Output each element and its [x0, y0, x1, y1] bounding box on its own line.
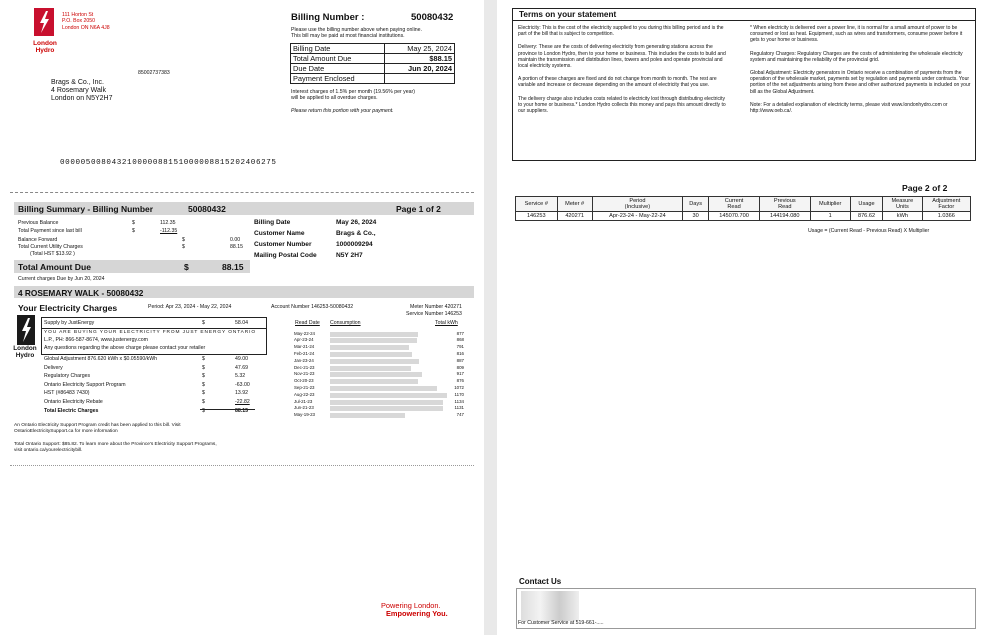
usage-date: Jan-23-24 [294, 357, 314, 363]
summary-currency: $ [132, 220, 135, 226]
note-line: will be applied to all overdue charges. [291, 95, 378, 102]
billing-table-value [384, 74, 454, 84]
usage-kwh: 887 [456, 357, 464, 363]
billing-table-value: Jun 20, 2024 [384, 64, 454, 74]
lightning-bolt-icon [17, 315, 35, 345]
usage-kwh: 791 [456, 344, 464, 350]
terms-title: Terms on your statement [519, 10, 617, 19]
summary-label: (Total HST $13.92 ) [30, 251, 75, 257]
supply-note [44, 330, 256, 336]
usage-bar [330, 332, 418, 337]
footer-tagline-2: Empowering You. [386, 609, 448, 618]
meter-header-cell: Days [683, 197, 709, 212]
supply-currency: $ [202, 320, 205, 326]
summary-currency: $ [182, 244, 185, 250]
meter-cell: 1 [810, 212, 850, 221]
charge-label: Delivery [44, 364, 63, 371]
usage-kwh: 876 [456, 378, 464, 384]
charge-currency: $ [202, 399, 205, 405]
utility-address [62, 12, 110, 31]
usage-date: May-19-23 [294, 412, 315, 418]
usage-bar [330, 338, 417, 343]
usage-kwh: 1170 [454, 391, 464, 397]
supply-note: L.P., PH: 866-587-8674, www.justenergy.com [44, 337, 148, 343]
usage-header-consumption: Consumption [330, 320, 361, 326]
terms-paragraph: Regulatory Charges: Regulatory Charges are the costs of administering the wholesale electricity system and maintaining the reliability of the provincial grid. [750, 50, 963, 63]
info-label: Billing Date [254, 219, 291, 226]
meter-cell: Apr-23-24 - May-22-24 [592, 212, 682, 221]
summary-title: Billing Summary - Billing Number [18, 204, 154, 214]
charge-label: Ontario Electricity Support Program [44, 381, 126, 388]
usage-date: Feb-21-24 [294, 350, 315, 356]
note-line: Interest charges of 1.5% per month (19.56% per year) [291, 89, 415, 95]
usage-bar [330, 413, 405, 418]
bill-page-1 [0, 0, 484, 635]
note-line: OntarioElectricitySupport.ca for more information [14, 429, 118, 434]
usage-kwh: 1131 [454, 405, 464, 411]
usage-bar [330, 345, 409, 350]
address-line: 111 Horton St [62, 12, 94, 18]
charge-amount: 88.15 [235, 407, 248, 414]
usage-date: Sep-21-23 [294, 384, 315, 390]
address-line: London ON N6A 4J8 [62, 24, 110, 31]
supply-amount: 58.04 [235, 320, 248, 326]
tear-line [10, 192, 474, 193]
supply-divider [42, 328, 266, 329]
usage-kwh: 809 [456, 364, 464, 370]
contact-text: For Customer Service at 519-661-..... [518, 620, 604, 626]
billing-table-value: May 25, 2024 [384, 44, 454, 54]
meter-cell: kWh [883, 212, 922, 221]
note-line: Please use the billing number above when paying online. [291, 27, 422, 33]
billing-table-value: $88.15 [384, 54, 454, 64]
usage-kwh: 816 [456, 350, 464, 356]
current-due-note: Current charges Due by Jun 20, 2024 [18, 276, 105, 282]
usage-formula: Usage = (Current Read - Previous Read) X Multiplier [808, 228, 930, 234]
usage-kwh: 868 [456, 337, 464, 343]
total-underline [200, 409, 255, 410]
usage-date: Oct-20-23 [294, 378, 314, 384]
usage-header-date: Read Date [295, 320, 320, 326]
bill-page-2 [497, 0, 992, 635]
supply-label: Supply by JustEnergy [44, 320, 95, 326]
billing-table-row [291, 64, 455, 74]
summary-label: Balance Forward [18, 237, 58, 243]
terms-paragraph: Electricity: This is the cost of the electricity supplied to you during this billing period and is the part of the bill that is subject to competition. [518, 25, 724, 38]
usage-bar [330, 393, 447, 398]
usage-header-total: Total kWh [435, 320, 458, 326]
address-line: 4 Rosemary Walk [51, 87, 106, 94]
usage-kwh: 1072 [454, 384, 464, 390]
summary-currency: $ [182, 237, 185, 243]
summary-amount: 88.15 [230, 244, 243, 250]
terms-paragraph: Note: For a detailed explanation of electricity terms, please visit www.londonhydro.com or http://www.oeb.ca/. [750, 101, 948, 115]
billing-table-label: Due Date [291, 64, 385, 74]
meter-header-cell: Usage [850, 197, 882, 212]
usage-bar [330, 386, 437, 391]
total-due-label: Total Amount Due [18, 262, 92, 272]
info-label: Customer Name [254, 230, 305, 237]
total-due-value: 88.15 [222, 262, 244, 272]
contact-redaction [521, 591, 579, 621]
usage-bar [330, 352, 412, 357]
terms-paragraph: A portion of these charges are fixed and do not change from month to month. The rest are variable and increase or decrease depending on the amount of electricity that you use. [518, 76, 717, 89]
usage-date: Jul-21-23 [294, 398, 313, 404]
page-label: Page 1 of 2 [396, 204, 441, 214]
info-value: May 26, 2024 [336, 219, 377, 226]
usage-date: Jun-21-23 [294, 405, 314, 411]
meter-header-cell: Measure Units [883, 197, 922, 212]
summary-label: Previous Balance [18, 220, 59, 226]
usage-date: Dec-21-23 [294, 364, 315, 370]
total-due-currency: $ [184, 262, 189, 272]
summary-amount: 112.35 [160, 220, 176, 226]
usage-date: May-22-24 [294, 330, 315, 336]
address-line: London on N5Y2H7 [51, 95, 113, 102]
meter-cell: 146253 [516, 212, 558, 221]
charge-currency: $ [202, 407, 205, 414]
usage-date: Apr-23-24 [294, 337, 314, 343]
note-line: visit ontario.ca/yourelectricitybill. [14, 448, 83, 453]
usage-date: Mar-21-24 [294, 344, 315, 350]
note-line: This bill may be paid at most financial institutions. [291, 33, 405, 40]
usage-bar [330, 359, 419, 364]
meter-header-cell: Multiplier [810, 197, 850, 212]
charge-label: Global Adjustment 876.620 kWh x $0.05590/kWh [44, 356, 158, 362]
charge-amount: 49.00 [235, 356, 248, 362]
terms-paragraph: The delivery charge also includes costs related to electricity lost through distributing electricity to your home or business.* London Hydro collects this money and pays this amount directly to our suppliers. [518, 95, 726, 115]
lightning-bolt-icon [34, 8, 54, 36]
terms-title-line [513, 20, 975, 21]
charge-currency: $ [202, 390, 205, 397]
usage-bar [330, 372, 422, 377]
info-value: N5Y 2H7 [336, 252, 363, 259]
summary-label: Total Payment since last bill [18, 228, 82, 234]
oesp-note [14, 442, 217, 454]
note-line: Total Ontario Support: $85.82. To learn more about the Province's Electricity Support Programs, [14, 442, 217, 447]
address-line: Brags & Co., Inc. [51, 79, 104, 86]
barcode-number: 000005008043210000088151000008815202406275 [60, 159, 277, 167]
charge-amount: -63.00 [235, 381, 250, 388]
meter-cell: 1.0366 [922, 212, 970, 221]
summary-currency: $ [132, 228, 135, 234]
charge-amount: 13.92 [235, 390, 248, 397]
meter-header-cell: Period (Inclusive) [592, 197, 682, 212]
service-number: Service Number 146253 [406, 311, 462, 317]
meter-header-cell: Previous Read [759, 197, 810, 212]
usage-bar [330, 366, 411, 371]
footer-tagline: Powering London. [381, 601, 441, 610]
customer-address [51, 79, 113, 103]
customer-ref: 85002737383 [138, 70, 170, 76]
summary-label: Total Current Utility Charges [18, 244, 83, 250]
charge-label: HST (#86483 7430) [44, 390, 90, 397]
address-line: P.O. Box 2050 [62, 18, 96, 25]
usage-kwh: 747 [456, 412, 464, 418]
billing-number-label: Billing Number : [291, 12, 365, 23]
interest-note [291, 89, 415, 102]
oesp-note [14, 423, 181, 435]
usage-bar [330, 400, 443, 405]
charge-currency: $ [202, 364, 205, 371]
page1-bottom-line [10, 465, 474, 466]
terms-paragraph: Global Adjustment: Electricity generators in Ontario receive a combination of payments from the operation of the wholesale market, payments set by regulation and payments under contracts. Your portion of the net adjustments arising from these and other authorized payments is included on your bill as the Global Adjustment. [750, 70, 971, 95]
billing-number: 50080432 [411, 12, 454, 23]
meter-header-cell: Current Read [709, 197, 760, 212]
summary-amount: -112.35 [160, 228, 178, 234]
small-logo-wordmark: London Hydro [13, 345, 37, 359]
usage-date: Aug-22-23 [294, 391, 315, 397]
meter-cell: 145070.700 [709, 212, 760, 221]
usage-kwh: 1134 [454, 398, 464, 404]
terms-paragraph: Delivery: These are the costs of delivering electricity from generating stations across the province to London Hydro, then to your home or business. This includes the costs to build and maintain the transmission and distribution lines, towers and poles and operate provincial and local electricity systems. [518, 44, 726, 70]
charge-label: Regulatory Charges [44, 373, 91, 380]
terms-paragraph: * When electricity is delivered over a power line, it is normal for a small amount of power to be consumed or lost as heat. Equipment, such as wires and transformers, consume power before it gets to your home or business. [750, 25, 963, 44]
info-value: Brags & Co., [336, 230, 376, 237]
supply-note: Any questions regarding the above charge please contact your retailer [44, 345, 206, 351]
terms-right-column [750, 25, 972, 121]
note-line: YOU ARE BUYING YOUR ELECTRICITY FROM JUST ENERGY ONTARIO [44, 330, 257, 335]
billing-table-row [291, 44, 455, 54]
charge-label: Total Electric Charges [44, 407, 99, 414]
charge-currency: $ [202, 356, 205, 362]
usage-date: Nov-21-23 [294, 371, 315, 377]
return-note: Please return this portion with your payment. [291, 108, 394, 114]
info-label: Mailing Postal Code [254, 252, 317, 259]
account-number: Account Number 146253-50080432 [271, 304, 354, 310]
contact-title: Contact Us [519, 577, 562, 586]
terms-left-column [518, 25, 728, 121]
page2-label: Page 2 of 2 [902, 183, 948, 193]
billing-table-label: Payment Enclosed [291, 74, 385, 84]
meter-cell: 420271 [557, 212, 592, 221]
meter-number: Meter Number 420271 [410, 304, 462, 310]
billing-table-label: Total Amount Due [291, 54, 385, 64]
charges-title: Your Electricity Charges [18, 303, 118, 313]
logo-wordmark: London Hydro [33, 40, 57, 54]
billing-note [291, 27, 422, 40]
charge-currency: $ [202, 381, 205, 388]
meter-cell: 30 [683, 212, 709, 221]
info-label: Customer Number [254, 241, 312, 248]
info-value: 1000009294 [336, 241, 373, 248]
usage-kwh: 917 [456, 371, 464, 377]
charge-currency: $ [202, 373, 205, 380]
service-title: 4 ROSEMARY WALK - 50080432 [18, 288, 144, 298]
billing-table-label: Billing Date [291, 44, 385, 54]
charge-label: Ontario Electricity Rebate [44, 399, 103, 405]
meter-cell: 876.62 [850, 212, 882, 221]
summary-number: 50080432 [188, 204, 226, 214]
period: Period: Apr 23, 2024 - May 22, 2024 [148, 304, 232, 310]
billing-table-row [291, 54, 455, 64]
note-line: An Ontario Electricity Support Program credit has been applied to this bill. Visit [14, 423, 181, 428]
meter-header-cell: Adjustment Factor [922, 197, 970, 212]
charge-amount: -22.82 [235, 399, 250, 405]
charge-amount: 5.32 [235, 373, 246, 380]
meter-table [515, 196, 971, 221]
summary-amount: 0.00 [230, 237, 241, 243]
usage-bar [330, 379, 418, 384]
billing-table-row [291, 74, 455, 84]
meter-header-cell: Service # [516, 197, 558, 212]
meter-cell: 144194.080 [759, 212, 810, 221]
meter-header-cell: Meter # [557, 197, 592, 212]
usage-kwh: 877 [456, 330, 464, 336]
usage-bar [330, 406, 443, 411]
charge-amount: 47.69 [235, 364, 248, 371]
billing-table [290, 43, 455, 84]
